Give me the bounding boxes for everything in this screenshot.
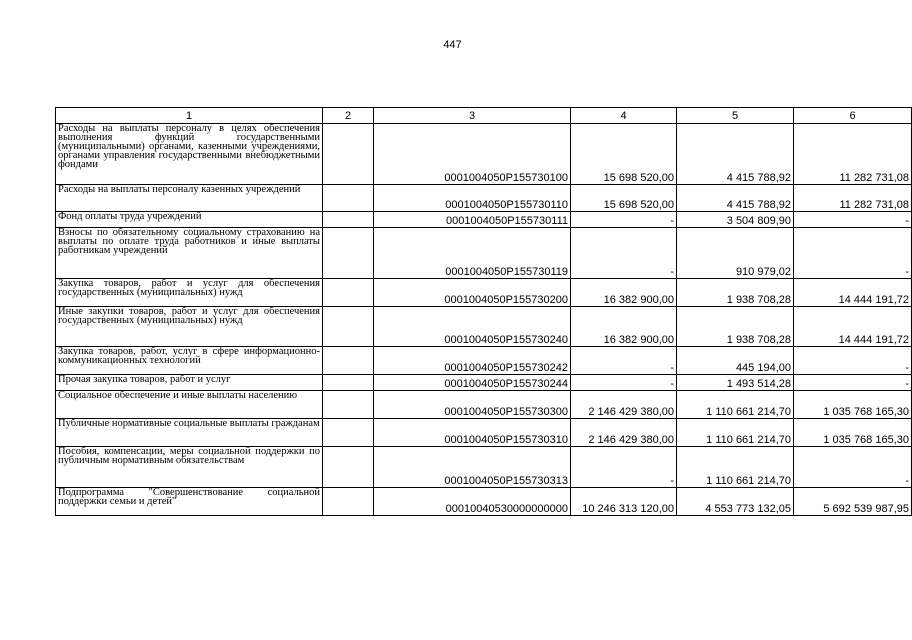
- table-row: [56, 307, 912, 347]
- row-name: Пособия, компенсации, меры социальной поддержки по публичным нормативным обязательствам: [56, 447, 323, 488]
- row-value-6: -: [794, 228, 912, 279]
- row-col2: [323, 228, 374, 279]
- table-row: [56, 447, 912, 488]
- row-value-5: 4 415 788,92: [677, 185, 794, 212]
- row-col2: [323, 185, 374, 212]
- row-value-6: 1 035 768 165,30: [794, 419, 912, 447]
- column-header: 3: [374, 108, 571, 124]
- row-name: Публичные нормативные социальные выплаты гражданам: [56, 419, 323, 447]
- row-value-6: 11 282 731,08: [794, 185, 912, 212]
- row-name: Закупка товаров, работ и услуг для обеспечения государственных (муниципальных) нужд: [56, 279, 323, 307]
- row-code: 0001004050P155730110: [374, 185, 571, 212]
- row-col2: [323, 375, 374, 391]
- row-value-5: 4 415 788,92: [677, 124, 794, 185]
- row-value-4: 15 698 520,00: [571, 185, 677, 212]
- table-row: [56, 212, 912, 228]
- row-col2: [323, 391, 374, 419]
- column-header: 1: [56, 108, 323, 124]
- row-value-5: 1 110 661 214,70: [677, 391, 794, 419]
- table-header-row: [56, 108, 912, 124]
- row-value-6: -: [794, 212, 912, 228]
- row-value-4: 15 698 520,00: [571, 124, 677, 185]
- row-value-4: 10 246 313 120,00: [571, 488, 677, 516]
- row-value-6: 14 444 191,72: [794, 307, 912, 347]
- table-row: [56, 347, 912, 375]
- row-name: Фонд оплаты труда учреждений: [56, 212, 323, 228]
- row-name: Расходы на выплаты персоналу в целях обеспечения выполнения функций государственными (муниципальными) органами, казенными учреждениями, органами управления государственными внебюджетными фондами: [56, 124, 323, 185]
- row-code: 0001004050P155730119: [374, 228, 571, 279]
- row-name: Социальное обеспечение и иные выплаты населению: [56, 391, 323, 419]
- table-row: [56, 185, 912, 212]
- page-number: 447: [443, 39, 462, 51]
- row-col2: [323, 212, 374, 228]
- row-name: Закупка товаров, работ, услуг в сфере информационно-коммуникационных технологий: [56, 347, 323, 375]
- column-header: 2: [323, 108, 374, 124]
- row-value-4: -: [571, 447, 677, 488]
- row-col2: [323, 447, 374, 488]
- row-code: 0001004050P155730313: [374, 447, 571, 488]
- table-row: [56, 391, 912, 419]
- row-value-5: 1 938 708,28: [677, 307, 794, 347]
- column-header: 5: [677, 108, 794, 124]
- row-value-5: 3 504 809,90: [677, 212, 794, 228]
- row-code: 0001004050P155730300: [374, 391, 571, 419]
- row-value-6: 11 282 731,08: [794, 124, 912, 185]
- row-value-6: 14 444 191,72: [794, 279, 912, 307]
- budget-table: [55, 107, 912, 516]
- row-code: 0001004050P155730240: [374, 307, 571, 347]
- row-name: Подпрограмма "Совершенствование социальной поддержки семьи и детей": [56, 488, 323, 516]
- table-row: [56, 419, 912, 447]
- row-name: Взносы по обязательному социальному страхованию на выплаты по оплате труда работников и иные выплаты работникам учреждений: [56, 228, 323, 279]
- table-row: [56, 279, 912, 307]
- row-value-5: 1 938 708,28: [677, 279, 794, 307]
- row-value-5: 910 979,02: [677, 228, 794, 279]
- row-col2: [323, 347, 374, 375]
- table-row: [56, 124, 912, 185]
- column-header: 4: [571, 108, 677, 124]
- row-value-6: -: [794, 447, 912, 488]
- row-value-4: -: [571, 212, 677, 228]
- row-col2: [323, 279, 374, 307]
- row-value-6: -: [794, 347, 912, 375]
- row-value-4: 2 146 429 380,00: [571, 419, 677, 447]
- column-header: 6: [794, 108, 912, 124]
- row-value-6: -: [794, 375, 912, 391]
- row-col2: [323, 307, 374, 347]
- row-name: Расходы на выплаты персоналу казенных учреждений: [56, 185, 323, 212]
- row-name: Иные закупки товаров, работ и услуг для обеспечения государственных (муниципальных) нужд: [56, 307, 323, 347]
- row-value-4: 16 382 900,00: [571, 307, 677, 347]
- row-code: 0001004050P155730310: [374, 419, 571, 447]
- row-code: 0001004050P155730100: [374, 124, 571, 185]
- table-row: [56, 228, 912, 279]
- row-value-4: 16 382 900,00: [571, 279, 677, 307]
- row-code: 0001004050P155730111: [374, 212, 571, 228]
- row-value-4: -: [571, 347, 677, 375]
- row-value-4: 2 146 429 380,00: [571, 391, 677, 419]
- row-col2: [323, 488, 374, 516]
- row-value-4: -: [571, 228, 677, 279]
- row-value-6: 1 035 768 165,30: [794, 391, 912, 419]
- row-col2: [323, 419, 374, 447]
- row-col2: [323, 124, 374, 185]
- row-name: Прочая закупка товаров, работ и услуг: [56, 375, 323, 391]
- row-value-5: 4 553 773 132,05: [677, 488, 794, 516]
- row-value-5: 1 493 514,28: [677, 375, 794, 391]
- table-row: [56, 375, 912, 391]
- row-value-5: 1 110 661 214,70: [677, 447, 794, 488]
- row-value-5: 445 194,00: [677, 347, 794, 375]
- row-value-6: 5 692 539 987,95: [794, 488, 912, 516]
- table-row: [56, 488, 912, 516]
- row-code: 00010040530000000000: [374, 488, 571, 516]
- row-code: 0001004050P155730200: [374, 279, 571, 307]
- row-value-4: -: [571, 375, 677, 391]
- row-value-5: 1 110 661 214,70: [677, 419, 794, 447]
- row-code: 0001004050P155730244: [374, 375, 571, 391]
- row-code: 0001004050P155730242: [374, 347, 571, 375]
